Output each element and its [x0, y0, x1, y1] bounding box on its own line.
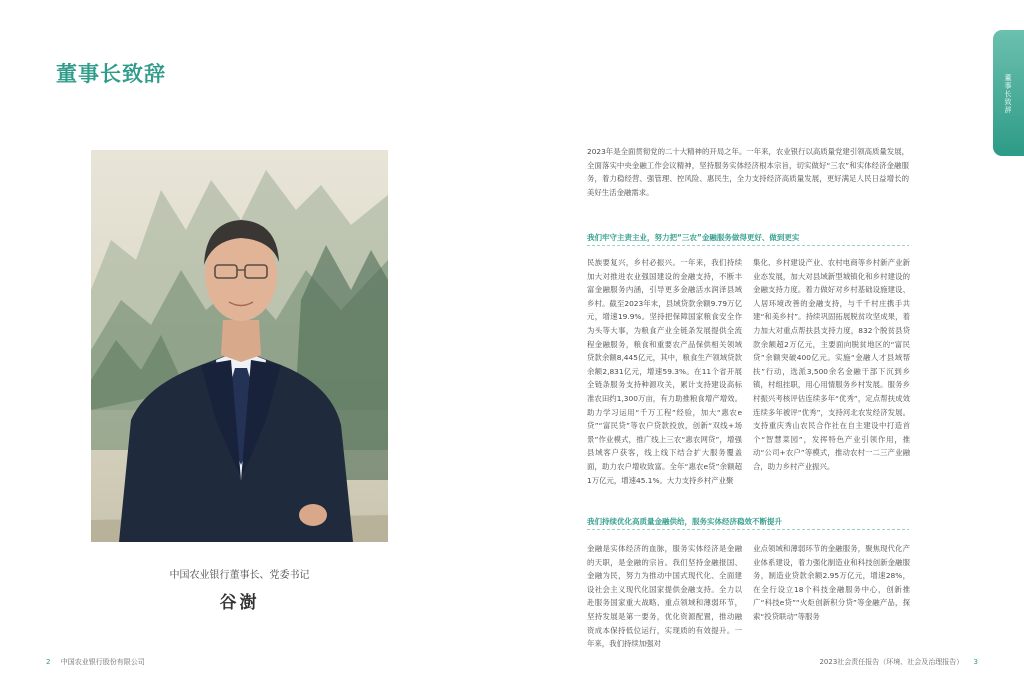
page-title: 董事长致辞 — [56, 62, 166, 86]
section-divider — [587, 245, 909, 246]
page-number-left: 2 — [46, 658, 51, 666]
section-economy-left-column: 金融是实体经济的血脉，服务实体经济是金融的天职，是金融的宗旨。我们坚持金融报国、金融为民，努力为推动中国式现代化、全面建设社会主义现代化国家提供金融支持。全力以赴服务国家重大战略、重点领域和薄弱环节，坚持发展是第一要务，优化资源配置，推动融资成本保持低位运行，实现质的有效提升。一年来，我们持续加强对 — [587, 544, 742, 649]
footer-company: 中国农业银行股份有限公司 — [60, 658, 145, 666]
portrait-illustration — [91, 150, 388, 542]
section-tab-label: 董事长致辞 — [1004, 74, 1012, 114]
page-number-right: 3 — [973, 658, 978, 666]
section-economy-right-column: 业点领域和薄弱环节的金融服务，聚焦现代化产业体系建设，着力强化制造业和科技创新金融服务，制造业贷款余额2.95万亿元，增速28%，在全行设立18个科技金融服务中心，创新推广“科技e贷”“火炬创新积分贷”等金融产品，探索“投贷联动”等服务 — [753, 544, 910, 621]
footer-report-title: 2023社会责任报告（环境、社会及治理报告） — [819, 658, 964, 666]
footer-right — [819, 657, 986, 667]
intro-paragraph: 2023年是全面贯彻党的二十大精神的开局之年。一年来，农业银行以高质量党建引领高质量发展，全面落实中央金融工作会议精神，坚持服务实体经济根本宗旨，切实做好“三农”和实体经济金融服务，着力稳经营、强管理、控风险、惠民生，全力支持经济高质量发展，更好满足人民日益增长的美好生活金融需求。 — [587, 147, 909, 197]
section-divider — [587, 529, 909, 530]
section-rural-right-column: 集化、乡村建设产业、农村电商等乡村新产业新业态发展，加大对县域新型城镇化和乡村建设的金融支持力度。着力做好对乡村基础设施建设、人居环境改善的金融支持，与千千村庄携手共建“和美乡村”。持续巩固拓展脱贫攻坚成果，着力加大对重点帮扶县支持力度，832个脱贫县贷款余额超2万亿元，主要面向脱贫地区的“富民贷”余额突破400亿元。实施“金融人才县域帮扶”行动，选派3,500余名金融干部下沉到乡镇，村组挂职，用心用情服务乡村发展。服务乡村振兴考核评估连续多年“优秀”，定点帮扶成效连续多年被评“优秀”，支持河北农发经济发展。支持重庆秀山农民合作社在自主建设中打造首个“智慧菜园”，发挥特色产业引领作用，推动“公司+农户”等模式，推动农村一二三产业融合，助力乡村产业振兴。 — [753, 258, 910, 471]
section-heading-rural: 我们牢守主责主业，努力把“三农”金融服务做得更好、做到更实 — [587, 233, 800, 242]
portrait-caption-role: 中国农业银行董事长、党委书记 — [169, 570, 310, 581]
section-rural-left-column: 民族要复兴，乡村必振兴。一年来，我们持续加大对推进农业强国建设的金融支持，不断丰富金融服务内涵，引导更多金融活水润泽县域乡村。截至2023年末，县域贷款余额9.79万亿元，增速19.9%。坚持把保障国家粮食安全作为头等大事，为粮食产业全链条发展提供全流程金融服务，粮食和重要农产品保供相关领域贷款余额8,445亿元，其中，粮食生产领域贷款余额2,831亿元，增速59.3%。在11个省开展全链条服务支持种源攻关，累计支持建设高标准农田约1,300万亩，有力助推粮食增产增效。助力学习运用“千万工程”经验，加大“惠农e贷”“富民贷”等农户贷款投放，创新“双线+场景”作业模式，推广线上三农“惠农网贷”，增强县域客户获客，线上线下结合扩大服务覆盖面，助力农户增收致富。全年“惠农e贷”余额超1万亿元，增速45.1%。大力支持乡村产业聚 — [587, 258, 742, 485]
footer-left — [38, 657, 145, 667]
chairman-portrait — [91, 150, 388, 542]
section-heading-economy: 我们持续优化高质量金融供给，服务实体经济稳效不断提升 — [587, 517, 782, 526]
portrait-caption-name: 谷澍 — [219, 593, 260, 613]
